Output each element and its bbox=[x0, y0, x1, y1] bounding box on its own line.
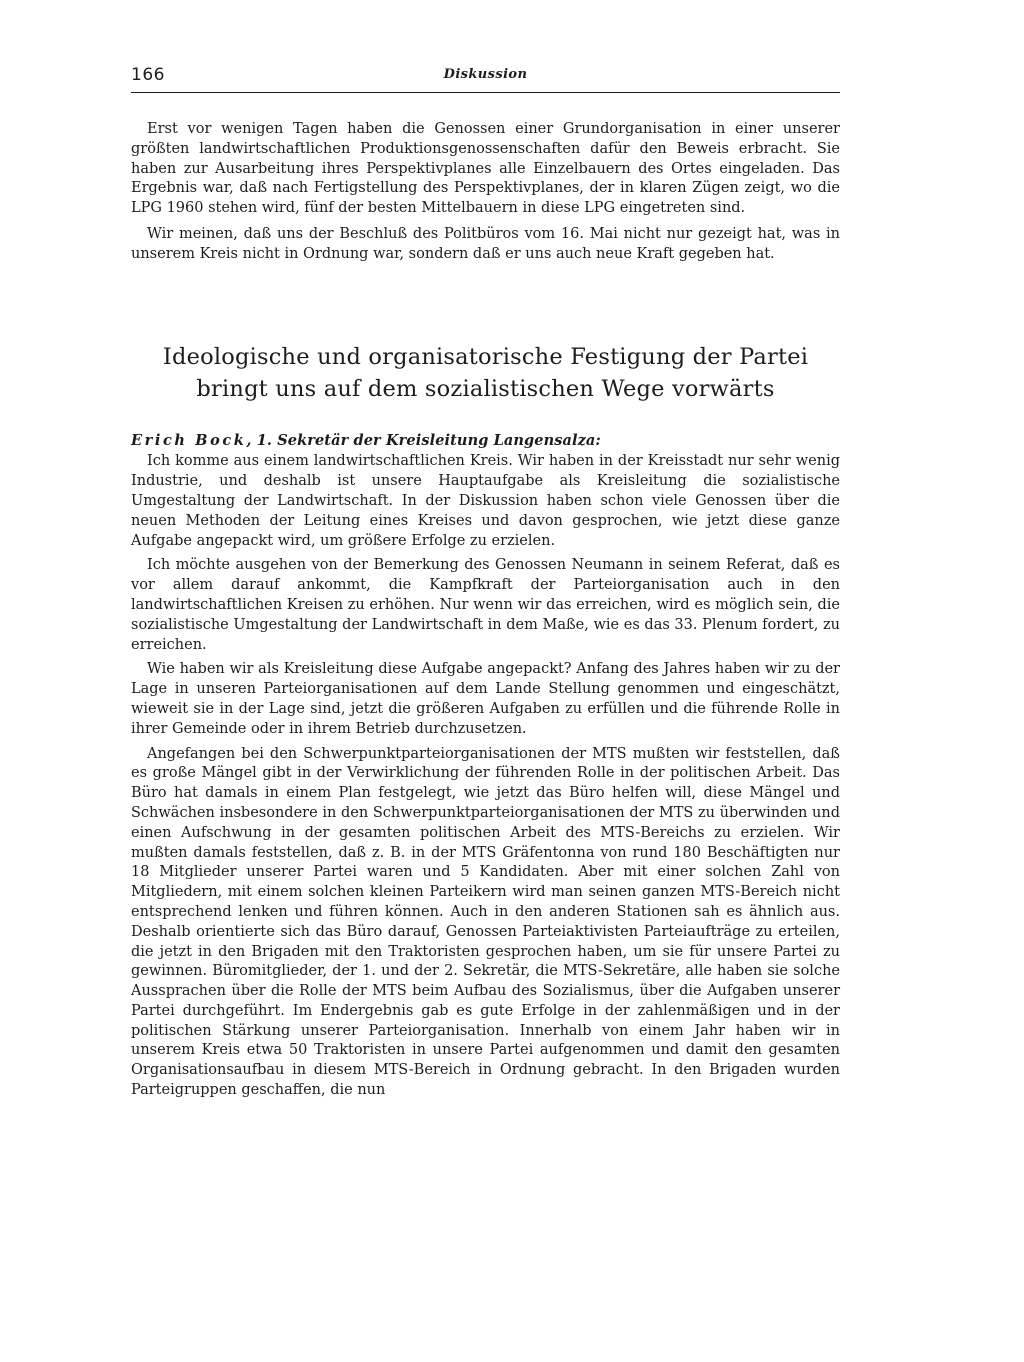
paragraph: Ich möchte ausgehen von der Bemerkung des Genossen Neumann in seinem Referat, daß es vor allem darauf ankommt, die Kampfkraft der Parteiorganisation auch in den landwirtschaftlichen Kreisen zu erhöhen. Nur wenn wir das erreichen, wird es möglich sein, die sozialistische Umgestaltung der Landwirtschaft in dem Maße, wie es das 33. Plenum fordert, zu erreichen. bbox=[131, 557, 840, 653]
speaker-role: , 1. Sekretär der Kreisleitung Langensalza: bbox=[246, 431, 601, 449]
paragraph: Erst vor wenigen Tagen haben die Genossen einer Grundorganisation in einer unserer größten landwirtschaftlichen Produktionsgenossenschaften dafür den Beweis erbracht. Sie haben zur Ausarbeitung ihres Perspektivplanes alle Einzelbauern des Ortes eingeladen. Das Ergebnis war, daß nach Fertigstellung des Perspektivplanes, der in klaren Zügen zeigt, wo die LPG 1960 stehen wird, fünf der besten Mittelbauern in diese LPG eingetreten sind. bbox=[131, 121, 840, 217]
running-head bbox=[131, 62, 840, 93]
heading-line: Ideologische und organisatorische Festigung der Partei bbox=[162, 343, 809, 370]
page-number: 166 bbox=[131, 65, 165, 85]
paragraph: Wir meinen, daß uns der Beschluß des Politbüros vom 16. Mai nicht nur gezeigt hat, was in unserem Kreis nicht in Ordnung war, sondern daß er uns auch neue Kraft gegeben hat. bbox=[131, 225, 840, 262]
paragraph: Angefangen bei den Schwerpunktparteiorganisationen der MTS mußten wir feststellen, daß es große Mängel gibt in der Verwirklichung der führenden Rolle in der politischen Arbeit. Das Büro hat damals in einem Plan festgelegt, wie jetzt das Büro helfen will, diese Mängel und Schwächen insbesondere in den Schwerpunktparteiorganisationen der MTS zu überwinden und einen Aufschwung in der gesamten politischen Arbeit des MTS-Bereichs zu erzielen. Wir mußten damals feststellen, daß z. B. in der MTS Gräfentonna von rund 180 Beschäftigten nur 18 Mitglieder unserer Partei waren und 5 Kandidaten. Aber mit einer solchen Zahl von Mitgliedern, mit einem solchen kleinen Parteikern wird man seinen ganzen MTS-Bereich nicht entsprechend lenken und führen können. Auch in den anderen Stationen sah es ähnlich aus. Deshalb orientierte sich das Büro darauf, Genossen Parteiaktivisten Parteiaufträge zu erteilen, die jetzt in den Brigaden mit den Traktoristen gesprochen haben, um sie für unsere Partei zu gewinnen. Büromitglieder, der 1. und der 2. Sekretär, die MTS-Sekretäre, alle haben sie solche Aussprachen über die Rolle der MTS beim Aufbau des Sozialismus, über die Aufgaben unserer Partei durchgeführt. Im Endergebnis gab es gute Erfolge in der zahlenmäßigen und in der politischen Stärkung unserer Parteiorganisation. Innerhalb von einem Jahr haben wir in unserem Kreis etwa 50 Traktoristen in unsere Partei aufgenommen und damit den gesamten Organisationsaufbau in diesem MTS-Bereich in Ordnung gebracht. In den Brigaden wurden Parteigruppen geschaffen, die nun bbox=[131, 745, 840, 1099]
speaker-name: Erich Bock bbox=[131, 431, 247, 449]
heading-line: bringt uns auf dem sozialistischen Wege vorwärts bbox=[196, 375, 775, 402]
intro-text bbox=[131, 120, 840, 265]
section-label: Diskussion bbox=[443, 67, 528, 82]
section-heading bbox=[131, 341, 840, 405]
speech-text bbox=[131, 452, 840, 1101]
speaker-attribution bbox=[131, 431, 840, 451]
paragraph: Wie haben wir als Kreisleitung diese Aufgabe angepackt? Anfang des Jahres haben wir zu der Lage in unseren Parteiorganisationen auf dem Lande Stellung genommen und eingeschätzt, wieweit sie in der Lage sind, jetzt die größeren Aufgaben zu erfüllen und die führende Rolle in ihrer Gemeinde oder in ihrem Betrieb durchzusetzen. bbox=[131, 661, 840, 737]
paragraph: Ich komme aus einem landwirtschaftlichen Kreis. Wir haben in der Kreisstadt nur sehr wenig Industrie, und deshalb ist unsere Hauptaufgabe als Kreisleitung die sozialistische Umgestaltung der Landwirtschaft. In der Diskussion haben schon viele Genossen über die neuen Methoden der Leitung eines Kreises und davon gesprochen, wie jetzt diese ganze Aufgabe angepackt wird, um größere Erfolge zu erzielen. bbox=[131, 453, 840, 549]
document-page bbox=[131, 62, 840, 1106]
